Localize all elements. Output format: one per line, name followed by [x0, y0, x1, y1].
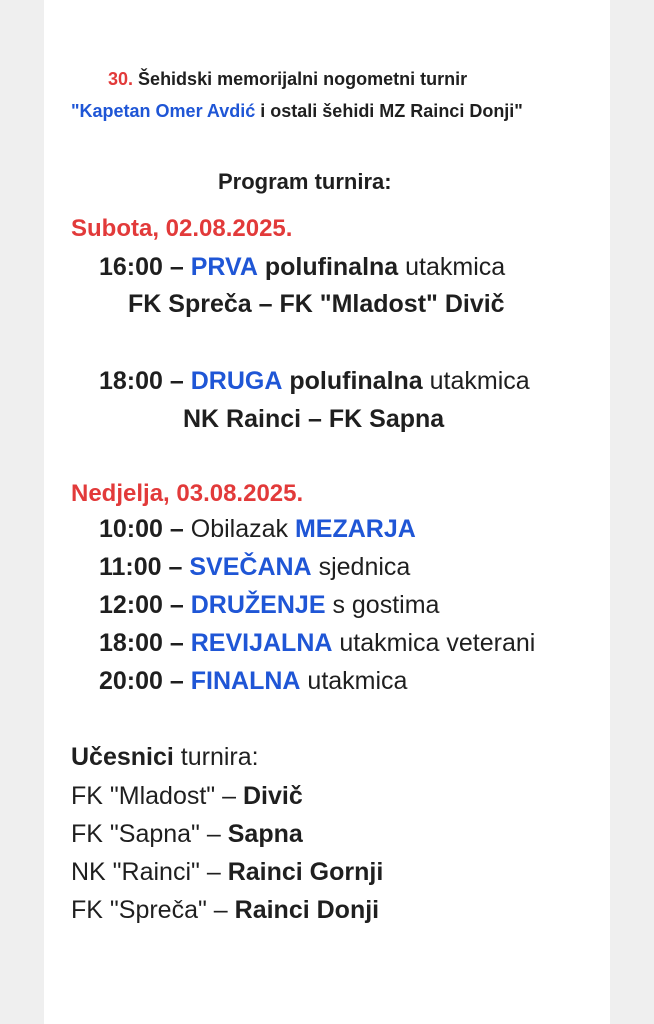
participant-place: Sapna [227, 820, 303, 848]
participant-row [71, 858, 383, 887]
participant-club: FK "Spreča" – [71, 896, 228, 924]
event-pre: Obilazak [190, 515, 289, 543]
day2-event [99, 515, 416, 544]
participant-place: Rainci Donji [234, 896, 380, 924]
match2-teams: NK Rainci – FK Sapna [183, 405, 445, 433]
match2-time: 18:00 – [99, 367, 184, 395]
participant-row [71, 782, 303, 811]
tournament-title-line2 [71, 101, 523, 122]
tournament-name: Šehidski memorijalni nogometni turnir [138, 69, 468, 89]
day1-match2 [99, 367, 530, 396]
day2-date: Nedjelja, 03.08.2025. [71, 480, 304, 507]
participant-place: Rainci Gornji [227, 858, 384, 886]
event-rest: s gostima [332, 591, 440, 619]
match1-teams: FK Spreča – FK "Mladost" Divič [128, 290, 505, 318]
event-time: 20:00 – [99, 667, 184, 695]
tournament-dedication: "Kapetan Omer Avdić [71, 101, 256, 121]
match1-highlight: PRVA [190, 253, 258, 281]
participant-row [71, 896, 379, 925]
day2-event [99, 667, 407, 696]
match1-rest: utakmica [405, 253, 506, 281]
event-highlight: SVEČANA [189, 553, 312, 581]
day1-match1 [99, 253, 505, 282]
event-time: 12:00 – [99, 591, 184, 619]
match2-type: polufinalna [289, 367, 423, 395]
event-rest: sjednica [318, 553, 411, 581]
participants-title-rest: turnira: [180, 743, 259, 771]
event-rest: utakmica [307, 667, 408, 695]
event-highlight: FINALNA [190, 667, 301, 695]
participants-title-bold: Učesnici [71, 743, 174, 771]
participant-row [71, 820, 303, 849]
event-highlight: DRUŽENJE [190, 591, 326, 619]
day2-event [99, 553, 410, 582]
participants-title [71, 743, 259, 772]
participant-club: FK "Mladost" – [71, 782, 237, 810]
participant-place: Divič [242, 782, 303, 810]
day2-event [99, 629, 535, 658]
tournament-dedication-rest: i ostali šehidi MZ Rainci Donji" [260, 101, 523, 121]
participant-club: FK "Sapna" – [71, 820, 221, 848]
edition-number: 30. [108, 69, 134, 89]
day1-date: Subota, 02.08.2025. [71, 215, 293, 242]
event-time: 18:00 – [99, 629, 184, 657]
event-rest: utakmica veterani [339, 629, 536, 657]
event-time: 11:00 – [99, 553, 183, 581]
match2-highlight: DRUGA [190, 367, 283, 395]
event-highlight: REVIJALNA [190, 629, 333, 657]
day2-event [99, 591, 439, 620]
event-time: 10:00 – [99, 515, 184, 543]
tournament-title-line1 [108, 69, 467, 90]
match1-time: 16:00 – [99, 253, 184, 281]
program-title: Program turnira: [218, 169, 392, 194]
match1-type: polufinalna [264, 253, 399, 281]
match2-rest: utakmica [429, 367, 530, 395]
document-page [44, 0, 610, 1024]
event-highlight: MEZARJA [294, 515, 416, 543]
participant-club: NK "Rainci" – [71, 858, 221, 886]
